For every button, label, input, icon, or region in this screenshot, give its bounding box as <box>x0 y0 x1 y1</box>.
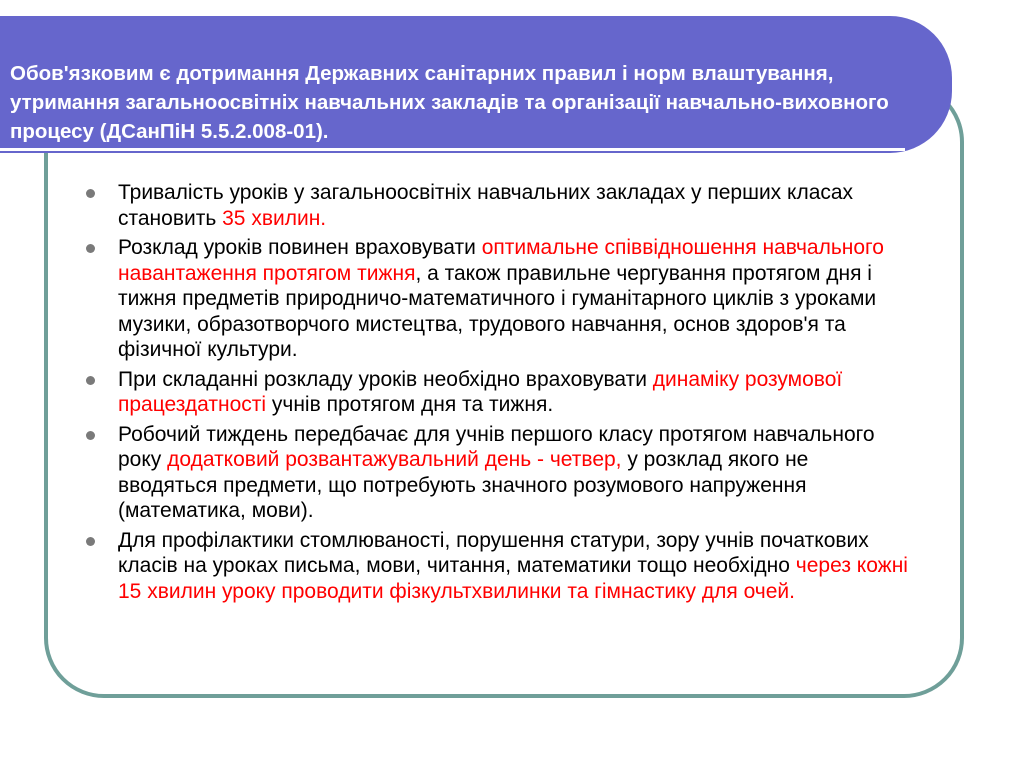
bullet-item-4 <box>72 422 912 524</box>
bullet-highlight: оптимальне співвідношення навчального навантаження протягом тижня <box>118 236 884 285</box>
bullet-highlight: додатковий розвантажувальний день - четвер, <box>167 448 622 471</box>
bullet-highlight: через кожні 15 хвилин уроку проводити фізкультхвилинки та гімнастику для очей. <box>118 554 908 603</box>
bullet-item-3 <box>72 367 912 418</box>
bullet-text-continued: учнів протягом дня та тижня. <box>266 393 554 416</box>
bullet-text: Розклад уроків повинен враховувати <box>118 236 482 259</box>
bullet-item-5 <box>72 528 912 605</box>
bullet-text-continued: у розклад якого не вводяться предмети, що потребують значного розумового напруження (математика, мови). <box>118 448 809 522</box>
bullet-item-2 <box>72 235 912 363</box>
bullet-text: Для профілактики стомлюваності, порушення статури, зору учнів початкових класів на уроках письма, мови, читання, математики тощо необхідно <box>118 528 869 577</box>
bullet-highlight: 35 хвилин. <box>222 206 327 230</box>
bullet-dot-icon <box>86 537 95 546</box>
bullet-highlight: динаміку розумової працездатності <box>118 367 843 416</box>
bullet-dot-icon <box>86 189 95 198</box>
bullet-dot-icon <box>86 376 95 385</box>
title-band <box>0 16 952 153</box>
slide-title: Обов'язковим є дотримання Державних санітарних правил і норм влаштування, утримання загальноосвітніх навчальних закладів та організації навчально-виховного процесу (ДСанПіН 5.5.2.008-01). <box>10 62 889 143</box>
bullet-text: При складанні розкладу уроків необхідно враховувати <box>118 367 653 391</box>
bullet-list <box>72 180 912 608</box>
bullet-item-1 <box>72 180 912 231</box>
title-underline <box>0 148 905 151</box>
bullet-text: Тривалість уроків у загальноосвітніх навчальних закладах у перших класах становить <box>118 181 854 230</box>
bullet-text-continued: , а також правильне чергування протягом дня і тижня предметів природничо-математичного і гуманітарного циклів з уроками музики, образотворчого мистецтва, трудового навчання, основ здоров'я та фізичної культури. <box>118 261 877 361</box>
bullet-dot-icon <box>86 244 95 253</box>
bullet-dot-icon <box>86 431 95 440</box>
bullet-text: Робочий тиждень передбачає для учнів першого класу протягом навчального року <box>118 422 875 471</box>
